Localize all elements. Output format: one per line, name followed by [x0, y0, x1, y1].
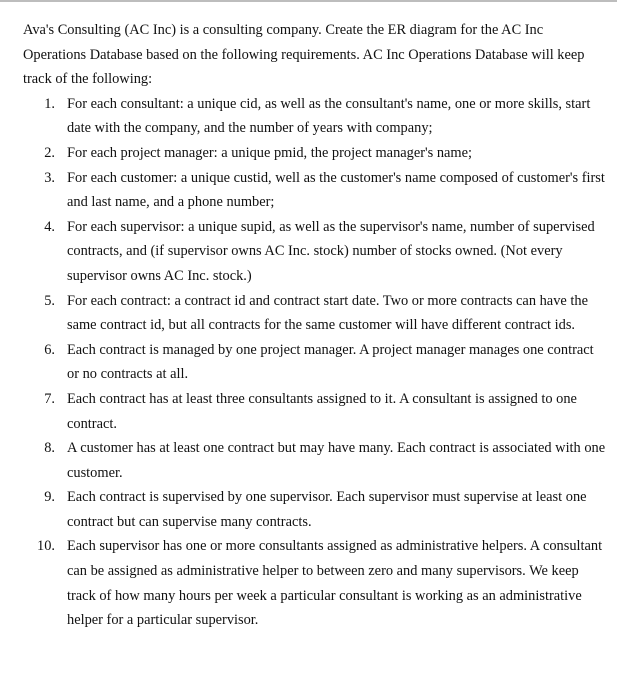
list-item	[23, 141, 608, 166]
list-item	[23, 92, 608, 141]
intro-paragraph: Ava's Consulting (AC Inc) is a consulting company. Create the ER diagram for the AC Inc Operations Database based on the following requirements. AC Inc Operations Database will keep track of the following:	[23, 22, 585, 88]
item-text: Each supervisor has one or more consultants assigned as administrative helpers. A consultant can be assigned as administrative helper to between zero and many supervisors. We keep track of how many hours per week a particular consultant is working as an administrative helper for a particular supervisor.	[67, 538, 603, 629]
item-number: 8.	[44, 440, 55, 457]
item-text: For each contract: a contract id and contract start date. Two or more contracts can have the same contract id, but all contracts for the same customer will have different contract ids.	[67, 292, 588, 334]
item-text: Each contract is managed by one project manager. A project manager manages one contract or no contracts at all.	[67, 341, 594, 383]
top-border	[0, 0, 617, 2]
item-number: 1.	[44, 95, 55, 112]
item-number: 9.	[44, 489, 55, 506]
item-number: 4.	[44, 218, 55, 235]
list-item	[23, 215, 608, 289]
item-text: For each customer: a unique custid, well as the customer's name composed of customer's first and last name, and a phone number;	[67, 169, 605, 211]
item-number: 5.	[44, 292, 55, 309]
item-text: For each consultant: a unique cid, as well as the consultant's name, one or more skills, start date with the company, and the number of years with company;	[67, 95, 591, 137]
requirements-list	[23, 92, 608, 633]
item-number: 6.	[44, 341, 55, 358]
item-text: For each project manager: a unique pmid, the project manager's name;	[67, 144, 472, 161]
list-item	[23, 338, 608, 387]
item-number: 2.	[44, 144, 55, 161]
list-item	[23, 166, 608, 215]
item-number: 7.	[44, 390, 55, 407]
list-item	[23, 436, 608, 485]
item-text: Each contract is supervised by one supervisor. Each supervisor must supervise at least one contract but can supervise many contracts.	[67, 489, 587, 530]
list-item	[23, 485, 608, 534]
document-body	[23, 18, 608, 633]
item-text: For each supervisor: a unique supid, as well as the supervisor's name, number of supervised contracts, and (if supervisor owns AC Inc. stock) number of stocks owned. (Not every supervisor owns AC Inc. stock.)	[67, 218, 595, 284]
list-item	[23, 289, 608, 338]
item-number: 10.	[37, 538, 55, 555]
item-number: 3.	[44, 169, 55, 186]
list-item	[23, 534, 608, 632]
item-text: A customer has at least one contract but may have many. Each contract is associated with one customer.	[67, 440, 606, 481]
item-text: Each contract has at least three consultants assigned to it. A consultant is assigned to one contract.	[67, 390, 577, 432]
list-item	[23, 387, 608, 436]
